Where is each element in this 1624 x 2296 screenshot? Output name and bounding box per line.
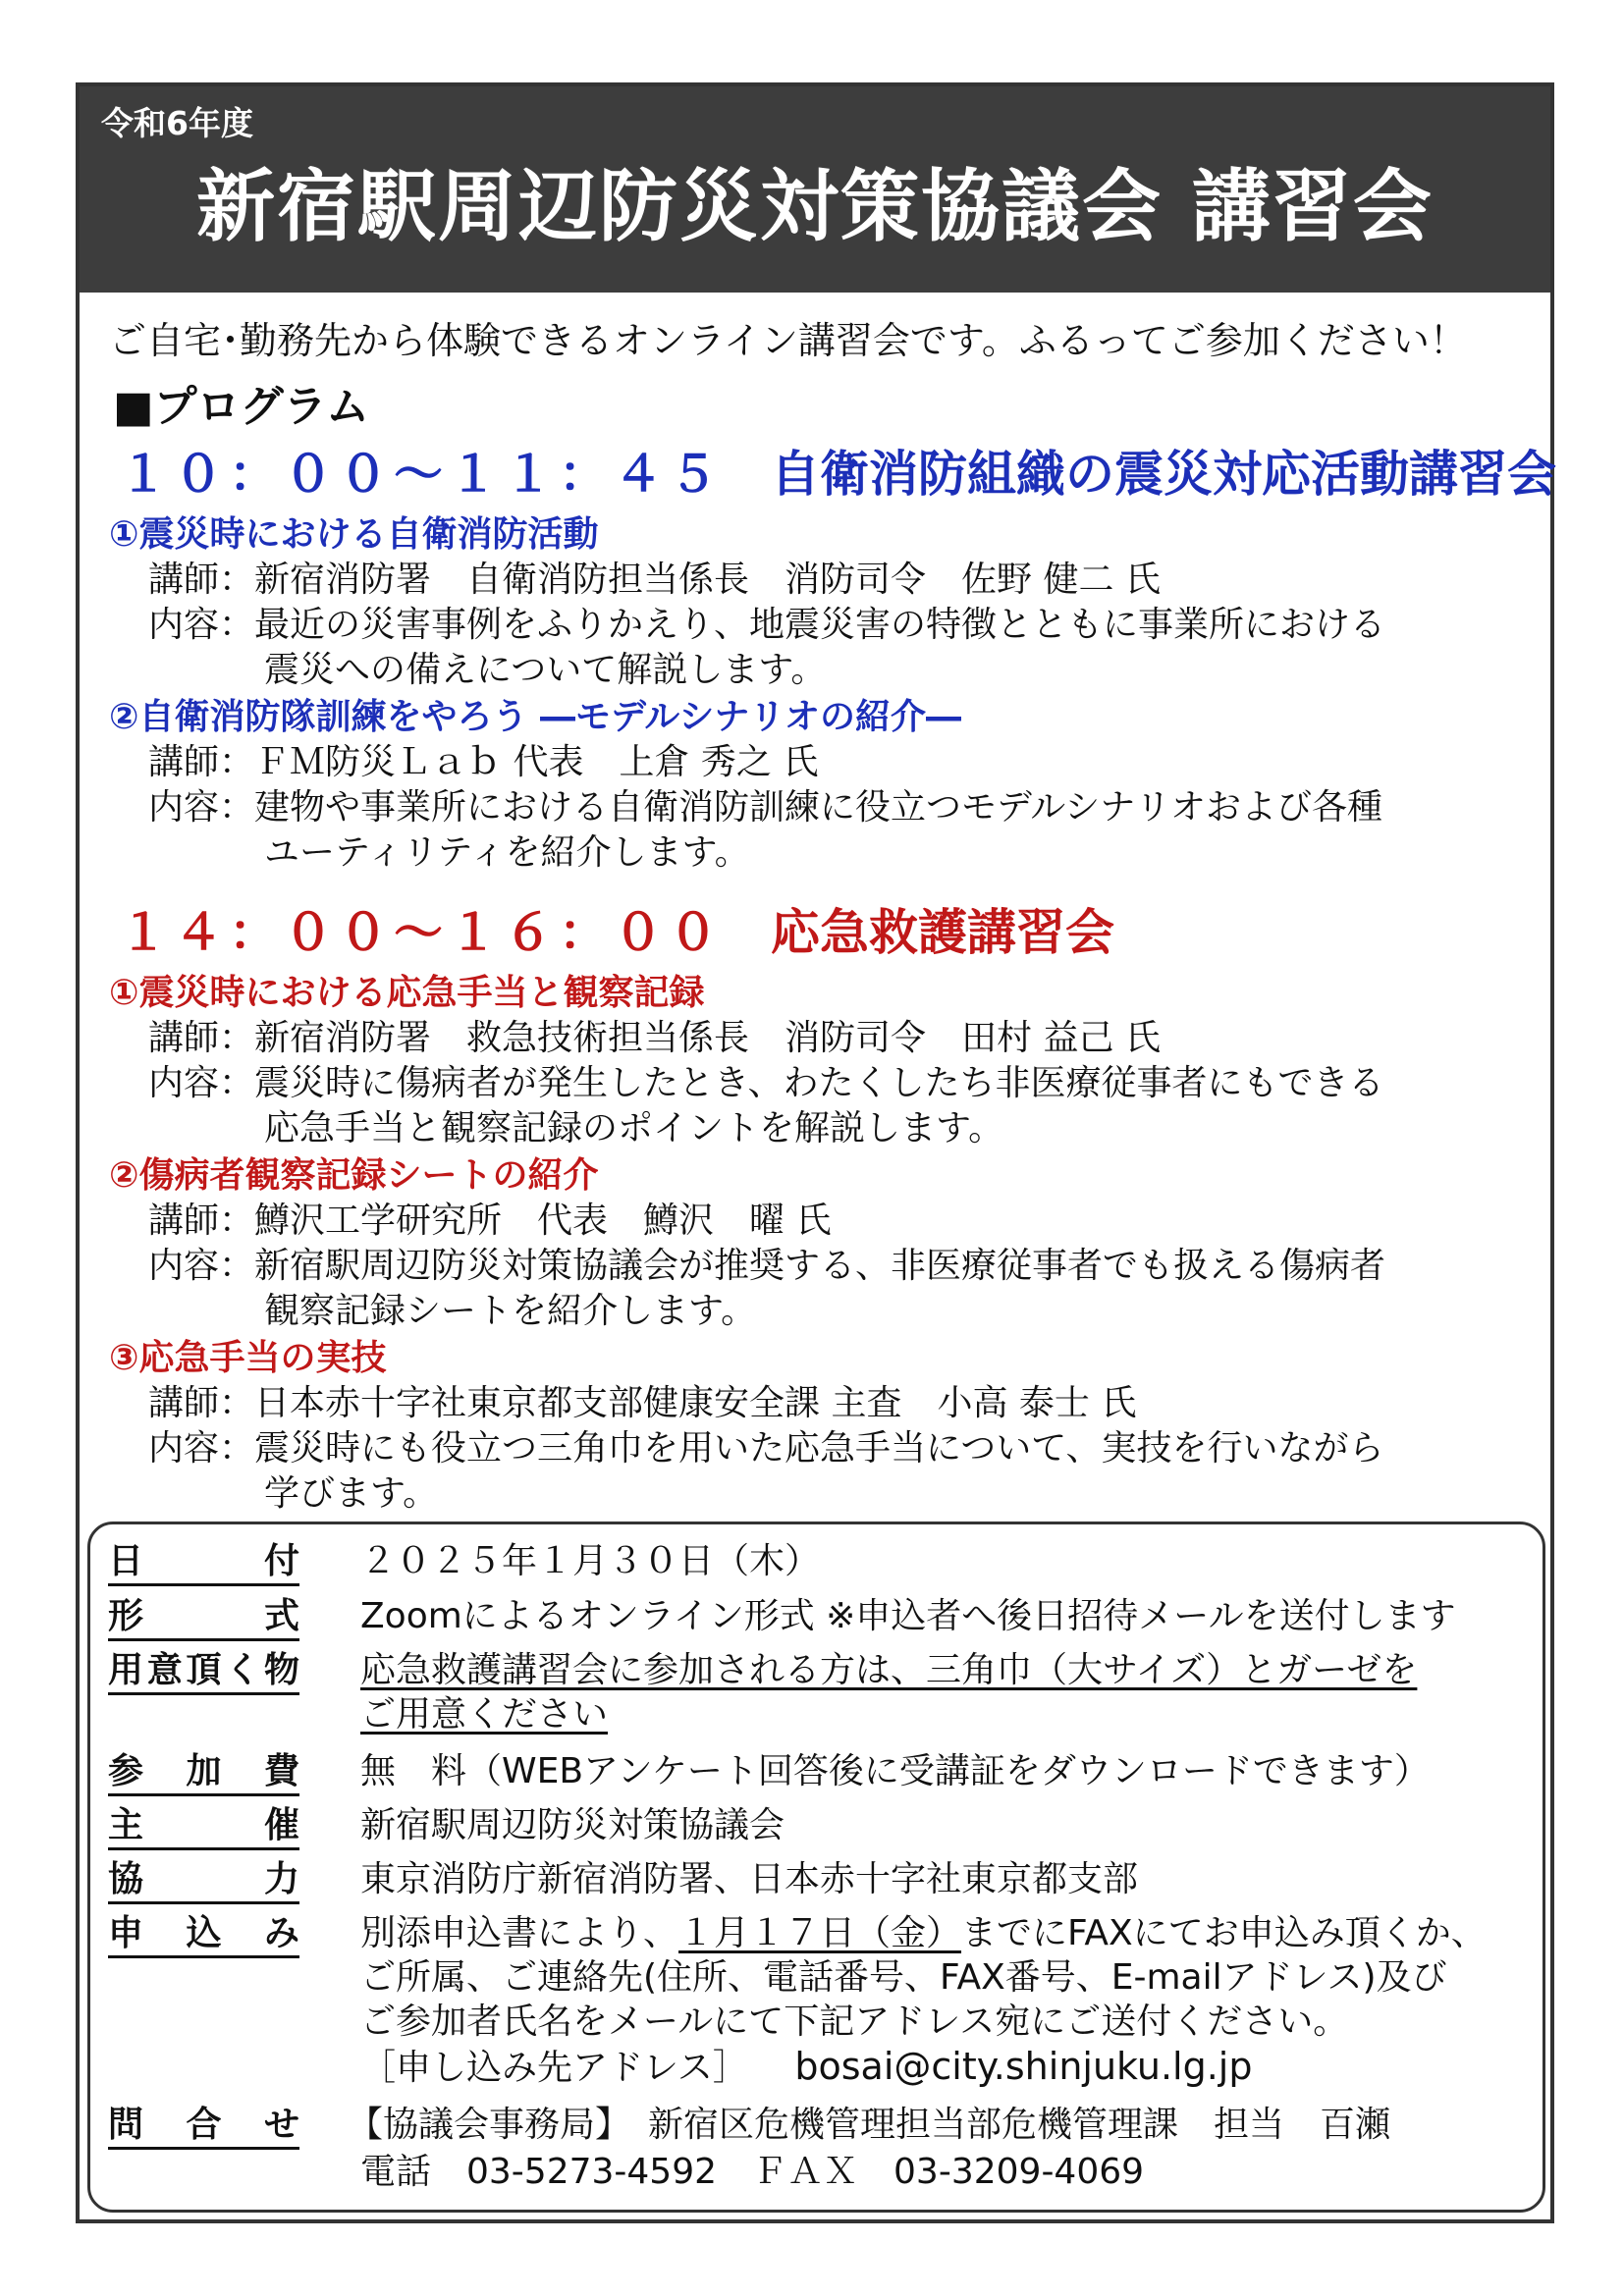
session1-item2-lecturer: 講師：ＦＭ防災Ｌａｂ 代表 上倉 秀之 氏 [148, 742, 819, 782]
host-label: 主催 [108, 1804, 299, 1850]
intro-text: ご自宅･勤務先から体験できるオンライン講習会です。ふるってご参加ください！ [109, 319, 1467, 362]
session1-item1-content-cont: 震災への備えについて解説します。 [264, 650, 827, 690]
contact-line2: 電話 03-5273-4592 ＦＡＸ 03-3209-4069 [360, 2152, 1145, 2192]
session2-item1-lecturer: 講師：新宿消防署 救急技術担当係長 消防司令 田村 益己 氏 [148, 1018, 1161, 1058]
cooperation-value: 東京消防庁新宿消防署、日本赤十字社東京都支部 [360, 1859, 1139, 1899]
header-banner [80, 86, 1550, 293]
session1-item1-heading: ①震災時における自衛消防活動 [109, 514, 599, 555]
program-heading: ■プログラム [113, 382, 370, 432]
session1-item2-content: 内容：建物や事業所における自衛消防訓練に役立つモデルシナリオおよび各種 [148, 787, 1382, 828]
application-line2: ご所属、ご連絡先(住所、電話番号、FAX番号、E-mailアドレス)及び [360, 1957, 1447, 1998]
format-label: 形式 [108, 1595, 299, 1641]
session2-title: 応急救護講習会 [771, 904, 1114, 961]
session1-item1-lecturer: 講師：新宿消防署 自衛消防担当係長 消防司令 佐野 健二 氏 [148, 560, 1161, 600]
application-pre: 別添申込書により、 [360, 1913, 679, 1953]
session2-item1-content-cont: 応急手当と観察記録のポイントを解説します。 [264, 1108, 1004, 1148]
application-email-link[interactable]: bosai@city.shinjuku.lg.jp [794, 2045, 1253, 2088]
page-title: 新宿駅周辺防災対策協議会 講習会 [196, 161, 1434, 252]
date-value: ２０２５年１月３０日（木） [360, 1541, 821, 1581]
session1-title: 自衛消防組織の震災対応活動講習会 [771, 446, 1556, 503]
session1-header [119, 435, 1556, 506]
cooperation-label: 協力 [108, 1858, 299, 1904]
bring-items-label: 用意頂く物 [108, 1649, 299, 1695]
contact-label: 問合せ [108, 2104, 299, 2150]
date-label: 日付 [108, 1540, 299, 1586]
fiscal-year-label: 令和6年度 [101, 104, 253, 142]
application-deadline: １月１７日（金） [678, 1913, 962, 1953]
host-value: 新宿駅周辺防災対策協議会 [360, 1805, 785, 1845]
session2-header [119, 893, 1114, 964]
session2-item3-lecturer: 講師：日本赤十字社東京都支部健康安全課 主査 小高 泰士 氏 [148, 1383, 1137, 1423]
session2-item2-content-cont: 観察記録シートを紹介します。 [264, 1291, 757, 1331]
bring-items-value: 応急救護講習会に参加される方は、三角巾（大サイズ）とガーゼを [360, 1650, 1418, 1690]
session1-item2-content-cont: ユーティリティを紹介します。 [264, 832, 750, 873]
session2-time: １４：００～１６：００ [119, 904, 724, 961]
session2-item3-content: 内容：震災時にも役立つ三角巾を用いた応急手当について、実技を行いながら [148, 1428, 1384, 1468]
application-label: 申込み [108, 1912, 299, 1958]
application-post: までにFAXにてお申込み頂くか、 [961, 1913, 1487, 1953]
application-line3: ご参加者氏名をメールにて下記アドレス宛にご送付ください。 [360, 2002, 1349, 2042]
fee-label: 参加費 [108, 1750, 299, 1796]
application-address-label: ［申し込み先アドレス］ [360, 2048, 748, 2088]
session1-time: １０：００～１１：４５ [119, 446, 724, 503]
session1-item2-heading: ②自衛消防隊訓練をやろう ―モデルシナリオの紹介― [109, 697, 961, 737]
session2-item1-content: 内容：震災時に傷病者が発生したとき、わたくしたち非医療従事者にもできる [148, 1063, 1384, 1103]
session1-item1-content: 内容：最近の災害事例をふりかえり、地震災害の特徴とともに事業所における [148, 605, 1386, 645]
contact-line1: 【協議会事務局】 新宿区危機管理担当部危機管理課 担当 百瀬 [348, 2105, 1391, 2145]
session2-item1-heading: ①震災時における応急手当と観察記録 [109, 973, 705, 1013]
application-line1 [360, 1912, 1487, 1955]
session2-item3-heading: ③応急手当の実技 [109, 1338, 387, 1378]
bring-items-value-cont: ご用意ください [360, 1694, 609, 1735]
session2-item2-heading: ②傷病者観察記録シートの紹介 [109, 1155, 599, 1196]
event-info-box [87, 1522, 1545, 2213]
application-address-row [360, 2045, 1253, 2090]
session2-item2-content: 内容：新宿駅周辺防災対策協議会が推奨する、非医療従事者でも扱える傷病者 [148, 1246, 1386, 1286]
session2-item2-lecturer: 講師：鱒沢工学研究所 代表 鱒沢 曜 氏 [148, 1201, 832, 1241]
session2-item3-content-cont: 学びます。 [264, 1473, 439, 1514]
format-value: Zoomによるオンライン形式 ※申込者へ後日招待メールを送付します [360, 1596, 1456, 1636]
fee-value: 無 料（WEBアンケート回答後に受講証をダウンロードできます） [360, 1751, 1430, 1791]
